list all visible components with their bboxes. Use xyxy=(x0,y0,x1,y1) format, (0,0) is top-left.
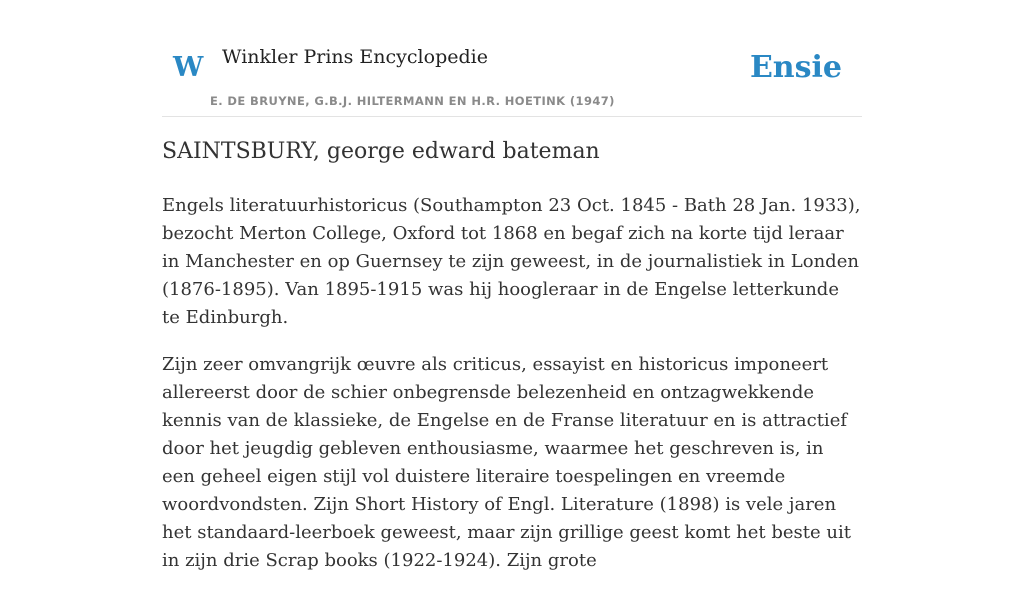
article-title: SAINTSBURY, george edward bateman xyxy=(162,139,600,164)
article-paragraph: Engels literatuurhistoricus (Southampton 23 Oct. 1845 - Bath 28 Jan. 1933), bezocht Merton College, Oxford tot 1868 en begaf zich na korte tijd leraar in Manchester en op Guernsey te zijn geweest, in de journalistiek in Londen (1876-1895). Van 1895-1915 was hij hoogleraar in de Engelse letterkunde te Edinburgh. xyxy=(162,195,861,328)
source-header xyxy=(162,36,862,117)
brand-logo[interactable]: Ensie xyxy=(749,50,842,85)
article-body xyxy=(162,192,862,594)
source-title[interactable]: Winkler Prins Encyclopedie xyxy=(222,46,488,68)
source-authors: E. DE BRUYNE, G.B.J. HILTERMANN EN H.R. HOETINK (1947) xyxy=(210,94,615,108)
source-logo[interactable]: W xyxy=(173,52,204,83)
article-paragraph: Zijn zeer omvangrijk œuvre als criticus, essayist en historicus imponeert allereerst door de schier onbegrensde belezenheid en ontzagwekkende kennis van de klassieke, de Engelse en de Franse literatuur en is attractief door het jeugdig gebleven enthousiasme, waarmee het geschreven is, in een geheel eigen stijl vol duistere literaire toespelingen en vreemde woordvondsten. Zijn Short History of Engl. Literature (1898) is vele jaren het standaard-leerboek geweest, maar zijn grillige geest komt het beste uit in zijn drie Scrap books (1922-1924). Zijn grote xyxy=(162,354,851,571)
